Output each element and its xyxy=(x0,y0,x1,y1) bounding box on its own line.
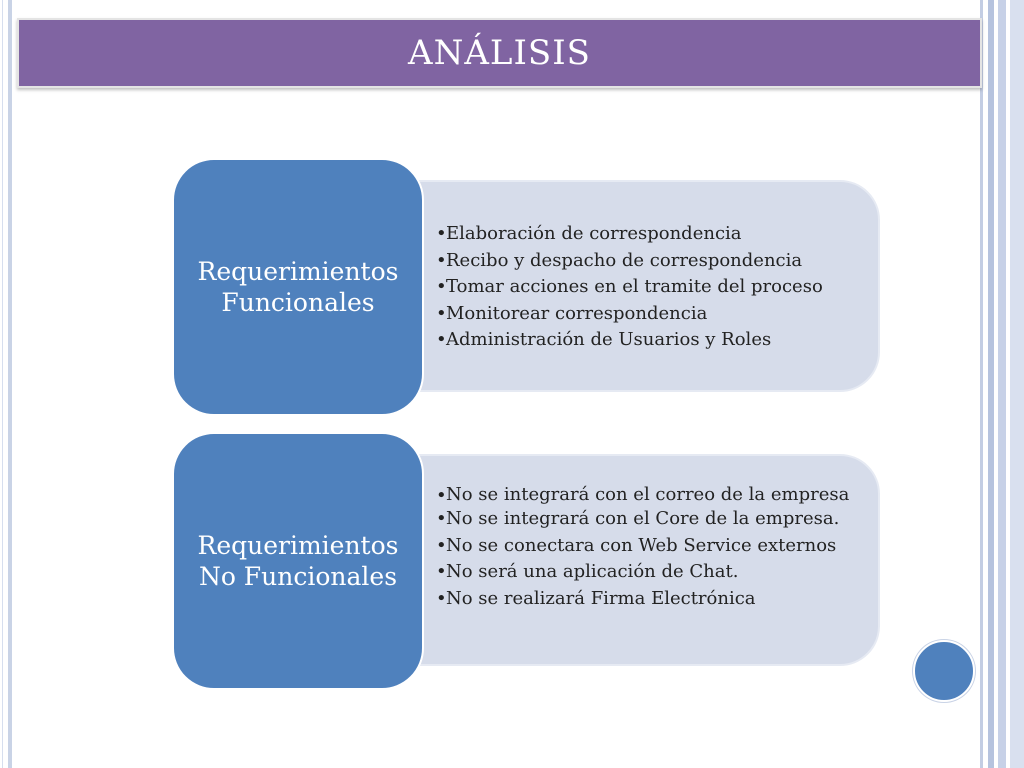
functional-requirements-group xyxy=(172,158,882,418)
bullet-icon: • xyxy=(436,223,447,244)
bullet-icon: • xyxy=(436,249,447,271)
list-item: • Recibo y despacho de correspondencia xyxy=(436,248,876,275)
functional-requirements-label: Requerimientos Funcionales xyxy=(172,158,424,416)
list-item: • No se integrará con el Core de la empresa. xyxy=(436,506,876,533)
frame-line-right-1 xyxy=(980,0,983,768)
bullet-icon: • xyxy=(436,508,447,529)
bullet-icon: • xyxy=(436,329,447,350)
non-functional-requirements-label: Requerimientos No Funcionales xyxy=(172,432,424,690)
list-item: • Tomar acciones en el tramite del proceso xyxy=(436,274,876,301)
bullet-icon: • xyxy=(436,561,447,582)
frame-line-right-2 xyxy=(988,0,994,768)
bullet-icon: • xyxy=(436,302,447,324)
functional-requirements-list xyxy=(436,221,876,354)
list-item: • No se integrará con el correo de la empresa xyxy=(436,483,876,506)
bullet-icon: • xyxy=(436,534,447,556)
slide-title: ANÁLISIS xyxy=(408,33,591,73)
list-item: • No se conectara con Web Service externos xyxy=(436,533,876,560)
title-bar xyxy=(17,18,982,88)
list-item: • Administración de Usuarios y Roles xyxy=(436,327,876,354)
frame-line-left-thin xyxy=(2,0,3,768)
frame-line-right-4 xyxy=(1010,0,1024,768)
frame-line-right-3 xyxy=(998,0,1006,768)
bullet-icon: • xyxy=(436,485,447,506)
bullet-icon: • xyxy=(436,276,447,297)
list-item: • No será una aplicación de Chat. xyxy=(436,559,876,586)
non-functional-requirements-group xyxy=(172,432,882,692)
bullet-icon: • xyxy=(436,587,447,609)
list-item: • Elaboración de correspondencia xyxy=(436,221,876,248)
list-item: • No se realizará Firma Electrónica xyxy=(436,586,876,613)
frame-line-left xyxy=(8,0,12,768)
decorative-circle-icon xyxy=(913,640,975,702)
list-item: • Monitorear correspondencia xyxy=(436,301,876,328)
non-functional-requirements-list xyxy=(436,483,876,612)
